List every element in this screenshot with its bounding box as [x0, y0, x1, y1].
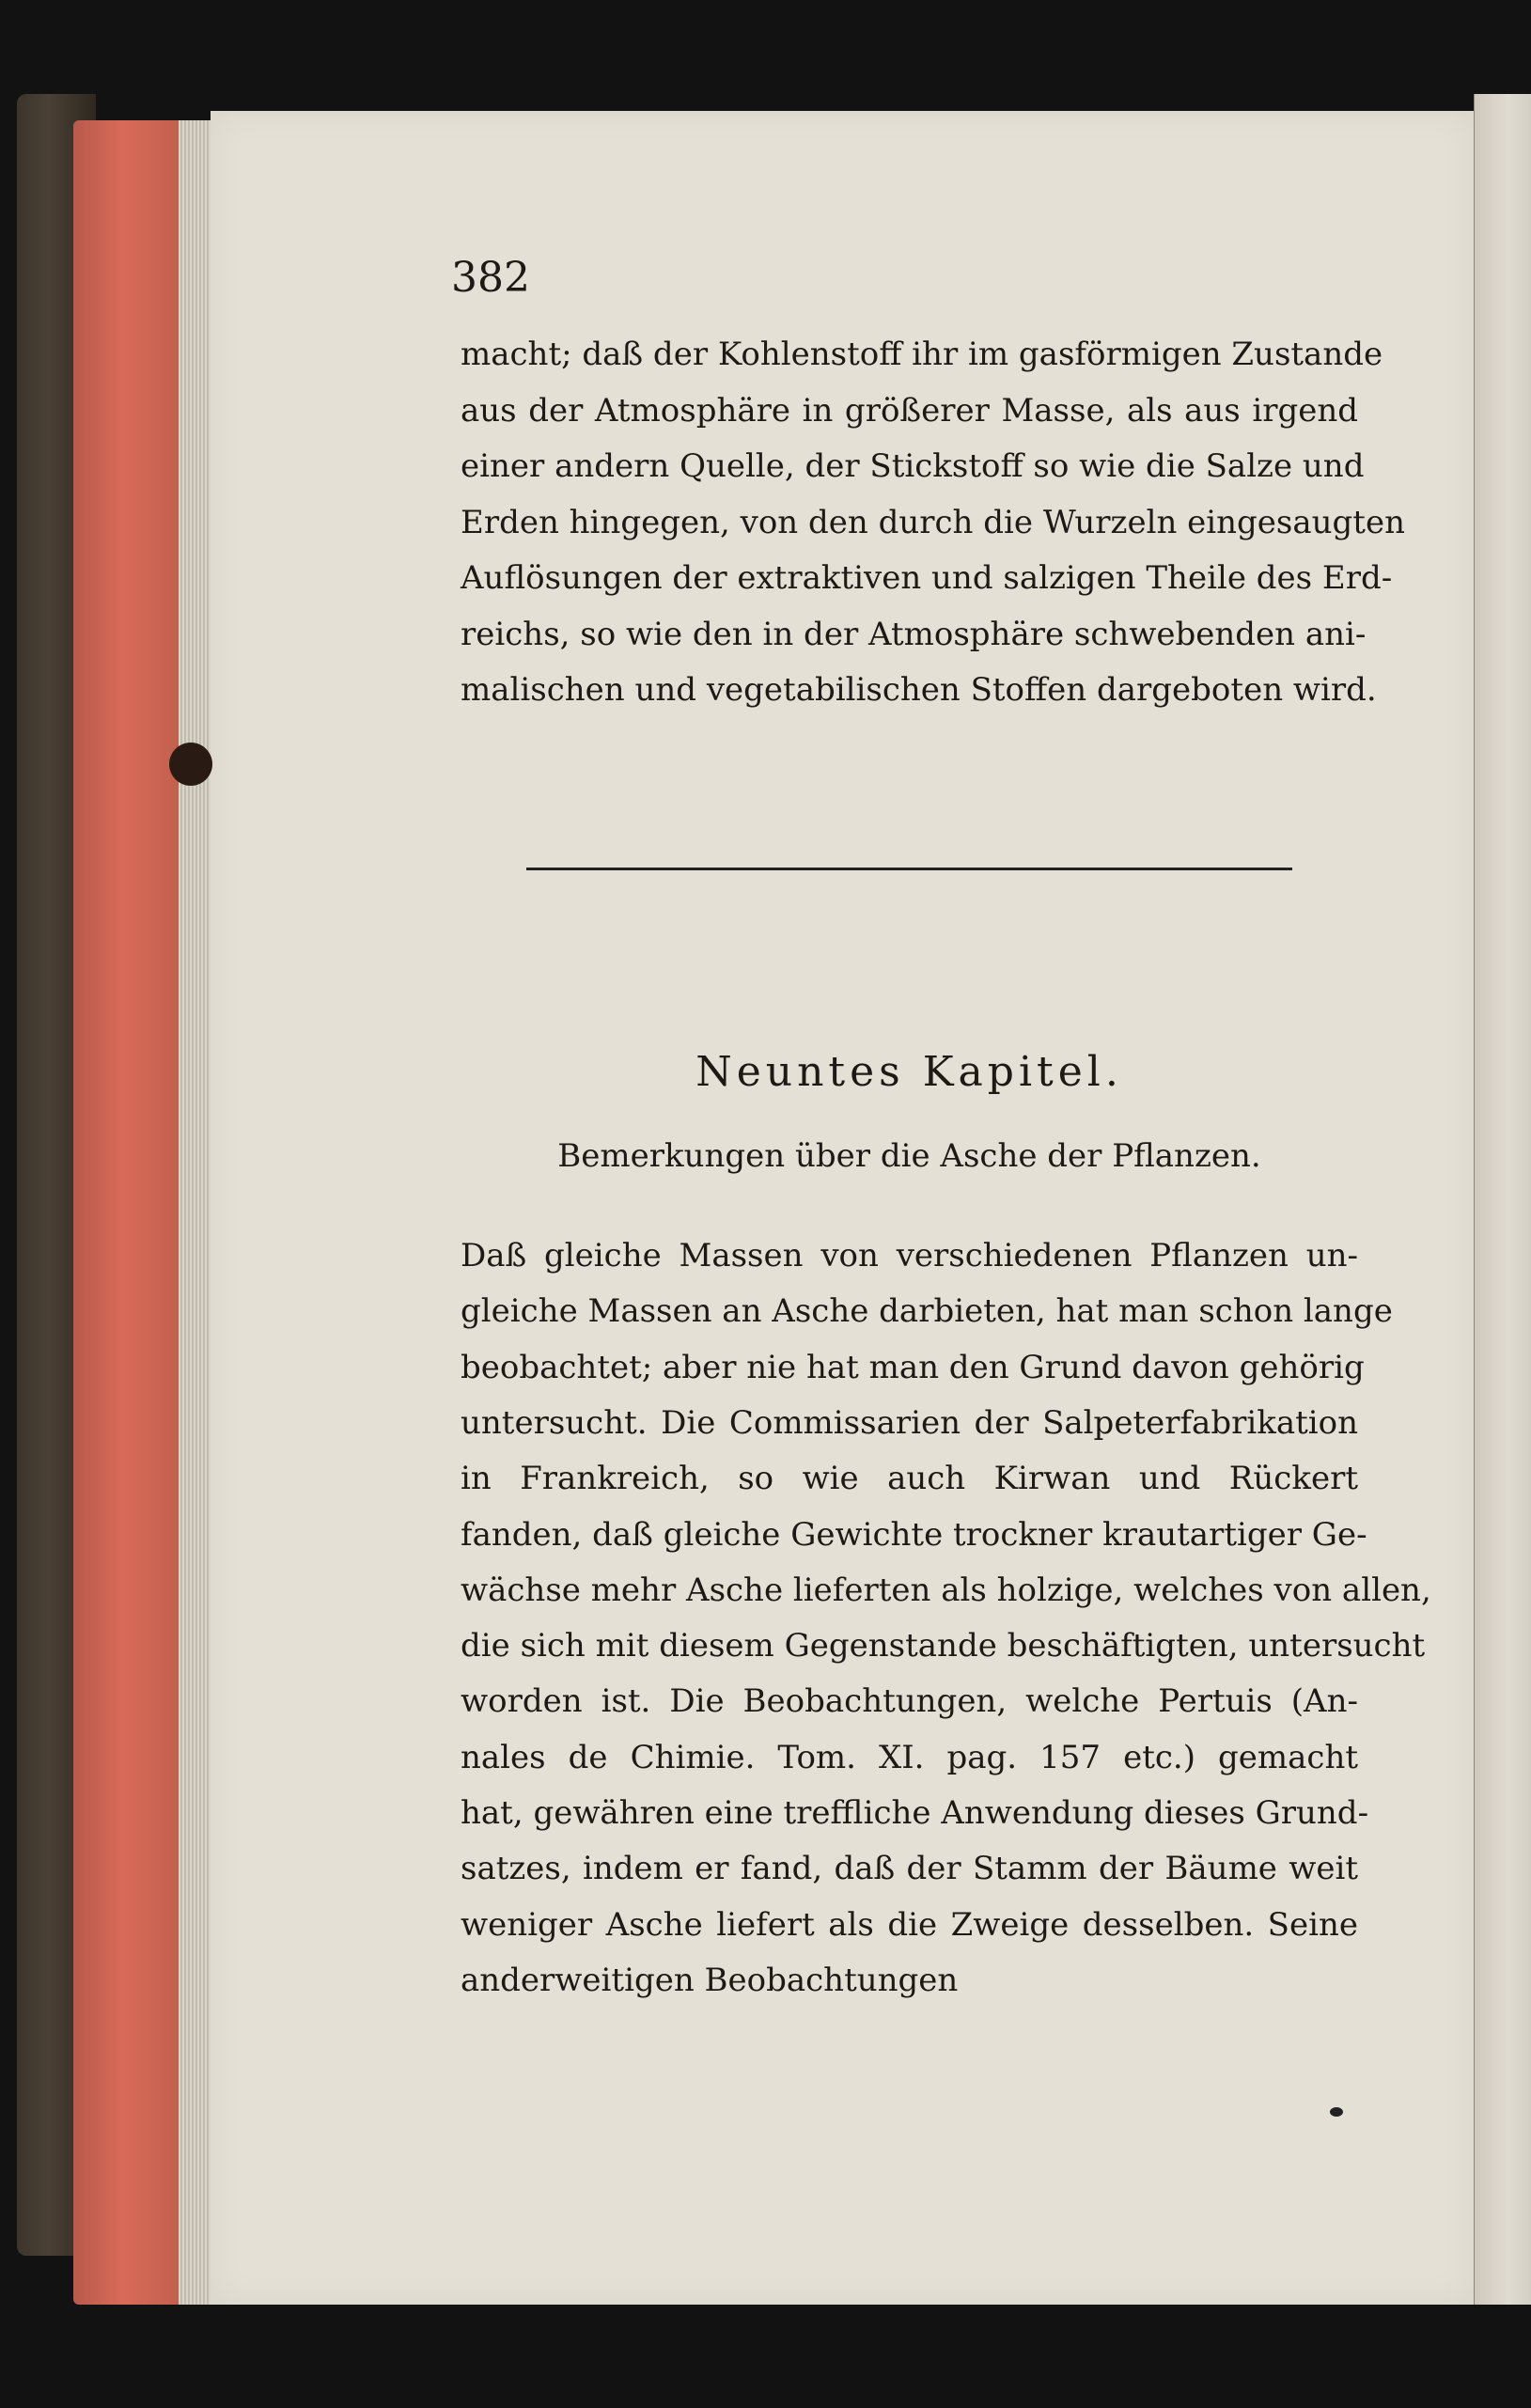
section-divider: [526, 868, 1292, 870]
text-line: untersucht. Die Commissarien der Salpeterfabrikation: [461, 1403, 1358, 1442]
text-line: die sich mit diesem Gegenstande beschäftigten, untersucht: [461, 1627, 1426, 1665]
chapter-subtitle: Bemerkungen über die Asche der Pflanzen.: [557, 1137, 1261, 1175]
text-line: Erden hingegen, von den durch die Wurzeln eingesaugten: [461, 503, 1405, 541]
text-line: gleiche Massen an Asche darbieten, hat man schon lange: [461, 1292, 1393, 1331]
chapter-title: Neuntes Kapitel.: [695, 1048, 1123, 1096]
text-line: reichs, so wie den in der Atmosphäre schwebenden ani-: [461, 615, 1367, 653]
page-number: 382: [451, 254, 530, 302]
worm-hole: [169, 743, 212, 786]
text-line: anderweitigen Beobachtungen: [461, 1961, 959, 1999]
text-line: Auflösungen der extraktiven und salzigen Theile des Erd-: [461, 559, 1393, 597]
text-line: nales de Chimie. Tom. XI. pag. 157 etc.) gemacht: [461, 1738, 1358, 1776]
text-line: einer andern Quelle, der Stickstoff so wie die Salze und: [461, 447, 1365, 485]
text-line: beobachtet; aber nie hat man den Grund davon gehörig: [461, 1348, 1365, 1386]
text-line: weniger Asche liefert als die Zweige desselben. Seine: [461, 1905, 1358, 1944]
text-line: worden ist. Die Beobachtungen, welche Pertuis (An-: [461, 1682, 1358, 1721]
text-line: wächse mehr Asche lieferten als holzige, welches von allen,: [461, 1571, 1431, 1609]
facing-page-edge: [1475, 94, 1531, 2305]
text-line: satzes, indem er fand, daß der Stamm der Bäume weit: [461, 1850, 1358, 1888]
text-line: Daß gleiche Massen von verschiedenen Pflanzen un-: [461, 1237, 1358, 1274]
text-line: in Frankreich, so wie auch Kirwan und Rückert: [461, 1460, 1358, 1498]
text-line: aus der Atmosphäre in größerer Masse, als aus irgend: [461, 391, 1358, 430]
text-line: fanden, daß gleiche Gewichte trockner krautartiger Ge-: [461, 1515, 1367, 1554]
page-stack-edges: [179, 120, 212, 2305]
text-line: malischen und vegetabilischen Stoffen dargeboten wird.: [461, 671, 1377, 709]
text-line: hat, gewähren eine treffliche Anwendung dieses Grund-: [461, 1794, 1369, 1832]
text-line: macht; daß der Kohlenstoff ihr im gasförmigen Zustande: [461, 336, 1383, 373]
ink-spot: [1330, 2107, 1343, 2117]
